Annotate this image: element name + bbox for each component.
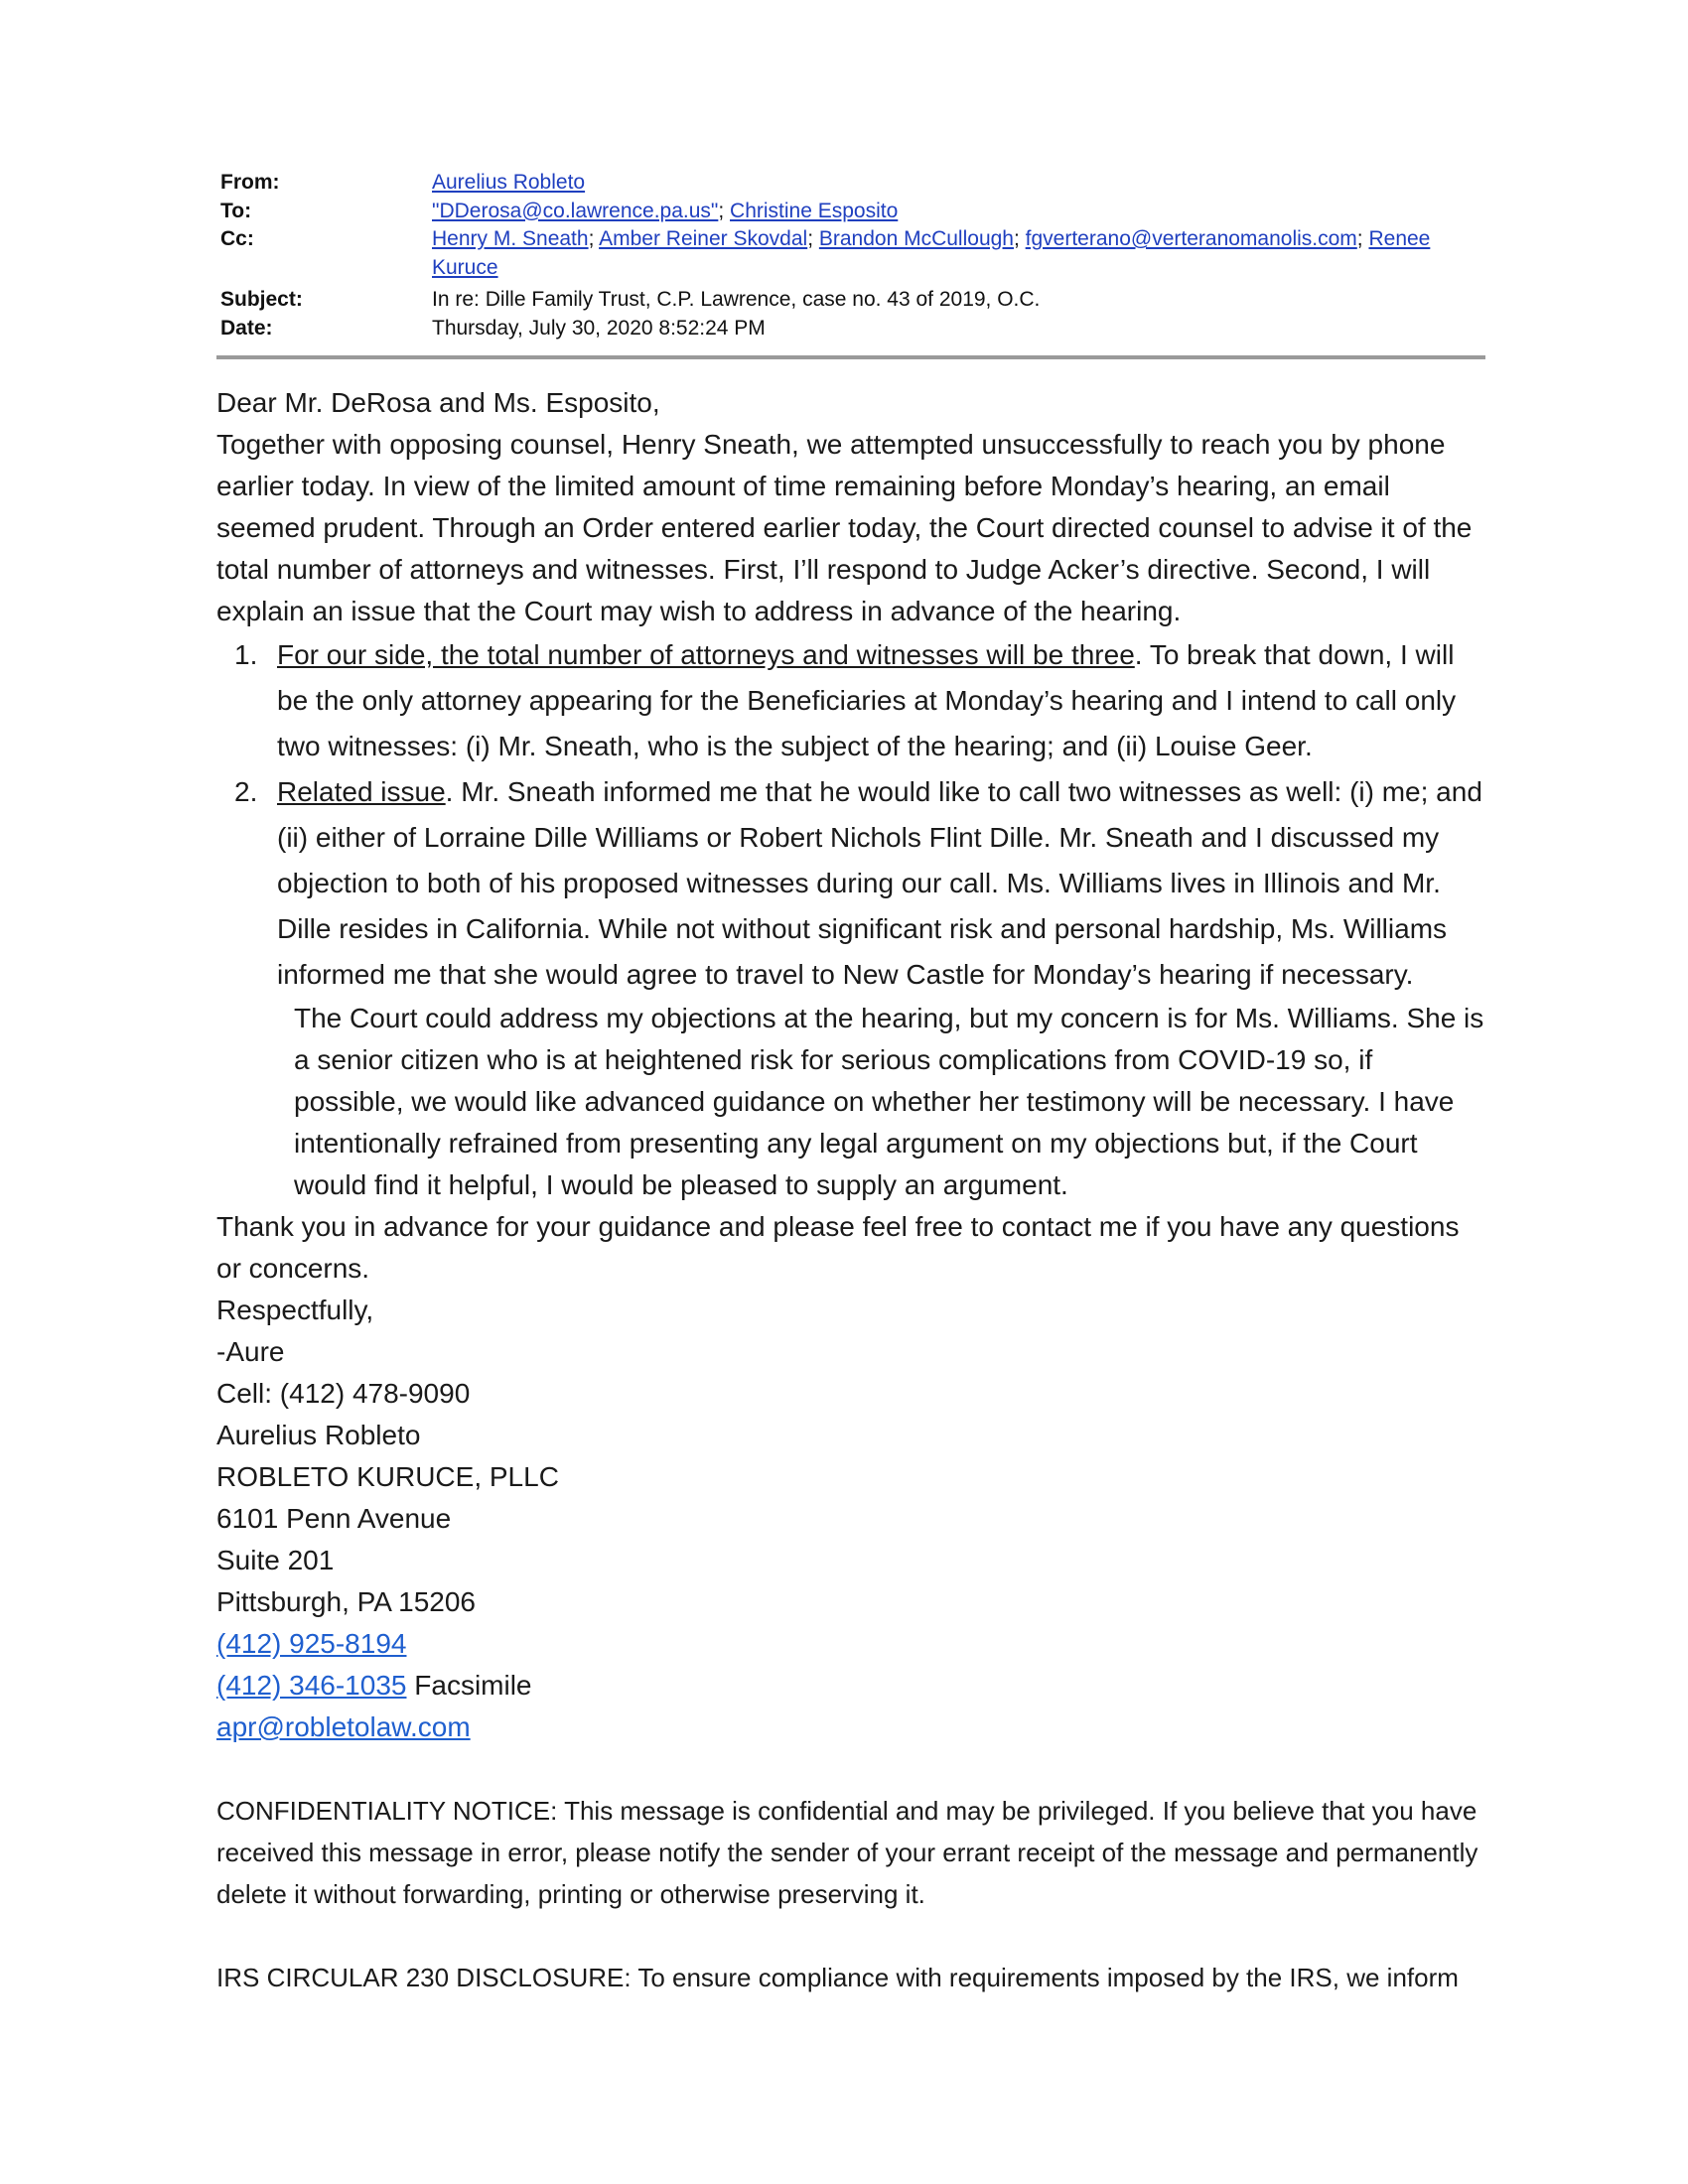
list-item <box>216 769 1487 998</box>
item1-text: . To break that down, I will be the only attorney appearing for the Beneficiaries at Monday’s hearing and I intend to call only two witnesses: (i) Mr. Sneath, who is the subject of the hearing; and (ii) Louise Geer. <box>277 639 1457 761</box>
signature-address-2: Suite 201 <box>216 1545 335 1575</box>
intro-paragraph: Together with opposing counsel, Henry Sneath, we attempted unsuccessfully to reach you by phone earlier today. In view of the limited amount of time remaining before Monday’s hearing, an email seemed prudent. Through an Order entered earlier today, the Court directed counsel to advise it of the total number of attorneys and witnesses. First, I’ll respond to Judge Acker’s directive. Second, I will explain an issue that the Court may wish to address in advance of the hearing. <box>216 429 1473 626</box>
from-row <box>220 169 1483 198</box>
phone-link[interactable]: (412) 925-8194 <box>216 1628 407 1659</box>
greeting: Dear Mr. DeRosa and Ms. Esposito, <box>216 387 660 418</box>
cc-link-kuruce[interactable]: Renee Kuruce <box>432 227 1431 279</box>
subject-row <box>220 286 1483 315</box>
email-link[interactable]: apr@robletolaw.com <box>216 1711 471 1742</box>
irs-disclosure: IRS CIRCULAR 230 DISCLOSURE: To ensure compliance with requirements imposed by the IRS, we inform <box>216 1963 1459 1992</box>
signature-address-1: 6101 Penn Avenue <box>216 1503 452 1534</box>
numbered-list <box>216 632 1487 998</box>
signoff: Respectfully, <box>216 1295 374 1325</box>
cc-label: Cc: <box>220 227 254 250</box>
cc-link-skovdal[interactable]: Amber Reiner Skovdal <box>599 227 808 250</box>
fax-label: Facsimile <box>406 1670 532 1701</box>
cc-link-verterano[interactable]: fgverterano@verteranomanolis.com <box>1025 227 1357 250</box>
confidentiality-notice: CONFIDENTIALITY NOTICE: This message is confidential and may be privileged. If you believe that you have received this message in error, please notify the sender of your errant receipt of the message and permanently delete it without forwarding, printing or otherwise preserving it. <box>216 1796 1478 1909</box>
list-item <box>216 632 1487 769</box>
header-divider <box>216 355 1485 359</box>
item1-heading: For our side, the total number of attorneys and witnesses will be three <box>277 639 1135 670</box>
to-link-court[interactable]: "DDerosa@co.lawrence.pa.us" <box>432 199 719 222</box>
signature-firm: ROBLETO KURUCE, PLLC <box>216 1461 559 1492</box>
cell-number: Cell: (412) 478-9090 <box>216 1378 471 1409</box>
closing-paragraph: Thank you in advance for your guidance and please feel free to contact me if you have any questions or concerns. <box>216 1211 1460 1284</box>
date-row <box>220 315 1483 343</box>
list-number: 2. <box>234 776 258 807</box>
to-link-esposito[interactable]: Christine Esposito <box>730 199 899 222</box>
signature-short: -Aure <box>216 1336 285 1367</box>
from-label: From: <box>220 171 280 194</box>
from-link[interactable]: Aurelius Robleto <box>432 171 586 194</box>
subject-text: In re: Dille Family Trust, C.P. Lawrence, case no. 43 of 2019, O.C. <box>432 288 1041 311</box>
subject-label: Subject: <box>220 288 303 311</box>
cc-row: Cc: Henry M. Sneath; Amber Reiner Skovdal; Brandon McCullough; fgverterano@verteranomanolis.com; Renee Kuruce <box>220 225 1483 282</box>
email-body <box>216 382 1487 1998</box>
to-row: To: "DDerosa@co.lawrence.pa.us"; Christine Esposito <box>220 198 1483 226</box>
date-label: Date: <box>220 316 273 340</box>
cc-link-sneath[interactable]: Henry M. Sneath <box>432 227 589 250</box>
item2-heading: Related issue <box>277 776 446 807</box>
item2-text: . Mr. Sneath informed me that he would like to call two witnesses as well: (i) me; and (ii) either of Lorraine Dille Williams or Robert Nichols Flint Dille. Mr. Sneath and I discussed my objection to both of his proposed witnesses during our call. Ms. Williams lives in Illinois and Mr. Dille resides in California. While not without significant risk and personal hardship, Ms. Williams informed me that she would agree to travel to New Castle for Monday’s hearing if necessary. <box>277 776 1482 990</box>
fax-link[interactable]: (412) 346-1035 <box>216 1670 407 1701</box>
signature-city: Pittsburgh, PA 15206 <box>216 1586 476 1617</box>
to-label: To: <box>220 199 252 222</box>
item2-paragraph: The Court could address my objections at the hearing, but my concern is for Ms. Williams. She is a senior citizen who is at heightened risk for serious complications from COVID-19 so, if possible, we would like advanced guidance on whether her testimony will be necessary. I have intentionally refrained from presenting any legal argument on my objections but, if the Court would find it helpful, I would be pleased to supply an argument. <box>294 1003 1484 1200</box>
list-number: 1. <box>234 639 258 670</box>
date-text: Thursday, July 30, 2020 8:52:24 PM <box>432 316 766 340</box>
signature-name: Aurelius Robleto <box>216 1420 421 1450</box>
email-header <box>220 169 1483 342</box>
cc-link-mccullough[interactable]: Brandon McCullough <box>818 227 1014 250</box>
